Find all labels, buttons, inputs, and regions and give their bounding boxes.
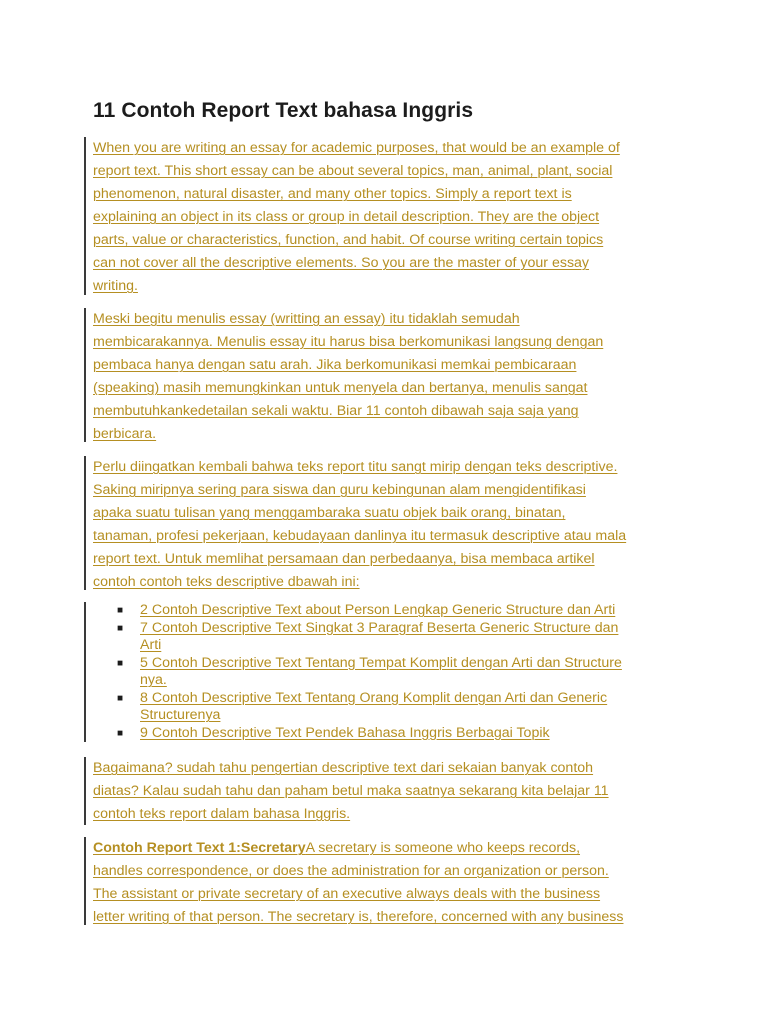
related-links-list [84,602,622,742]
link-text[interactable]: 7 Contoh Descriptive Text Singkat 3 Paragraf Beserta Generic Structure dan [140,619,619,636]
square-bullet-icon: ■ [117,605,124,616]
list-item[interactable] [93,620,622,655]
example-heading[interactable]: Contoh Report Text 1:Secretary [93,840,306,856]
text-line[interactable]: membutuhkankedetailan sekali waktu. Biar 11 contoh dibawah saja saja yang [93,403,579,419]
text-line[interactable]: explaining an object in its class or group in detail description. They are the object [93,209,600,225]
text-line[interactable]: contoh teks report dalam bahasa Inggris. [93,806,351,822]
square-bullet-icon: ■ [117,622,124,634]
text-line[interactable]: parts, value or characteristics, function, and habit. Of course writing certain topics [93,232,604,248]
text-line[interactable]: (speaking) masih memungkinkan untuk menyela dan bertanya, menulis sangat [93,380,588,396]
link-text[interactable]: Structurenya [140,707,221,723]
link-text[interactable]: Arti [140,637,162,653]
text-line[interactable]: apaka suatu tulisan yang menggambaraka suatu objek baik orang, binatan, [93,505,566,521]
text-line[interactable]: writing. [93,278,138,294]
text-line[interactable]: phenomenon, natural disaster, and many other topics. Simply a report text is [93,186,572,202]
page-title: 11 Contoh Report Text bahasa Inggris [93,99,474,122]
example-secretary[interactable] [84,837,623,925]
list-item[interactable] [93,602,622,620]
paragraph-closing[interactable] [84,757,609,825]
link-text[interactable]: 5 Contoh Descriptive Text Tentang Tempat Komplit dengan Arti dan Structure [140,654,622,671]
text-line[interactable]: When you are writing an essay for academic purposes, that would be an example of [93,140,620,156]
list-item[interactable] [93,690,622,725]
text-line[interactable]: berbicara. [93,426,157,442]
text-line[interactable]: membicarakannya. Menulis essay itu harus bisa berkomunikasi langsung dengan [93,334,604,350]
link-text[interactable]: nya. [140,672,167,688]
text-line[interactable]: can not cover all the descriptive elements. So you are the master of your essay [93,255,590,271]
text-line[interactable]: diatas? Kalau sudah tahu dan paham betul maka saatnya sekarang kita belajar 11 [93,783,609,799]
text-line[interactable]: Meski begitu menulis essay (writting an essay) itu tidaklah semudah [93,311,520,327]
link-text[interactable]: 8 Contoh Descriptive Text Tentang Orang Komplit dengan Arti dan Generic [140,689,608,706]
paragraph-writing-essay[interactable] [84,308,603,442]
link-text[interactable]: 2 Contoh Descriptive Text about Person Lengkap Generic Structure dan Arti [140,602,616,618]
text-line[interactable]: letter writing of that person. The secretary is, therefore, concerned with any business [93,909,624,925]
text-line[interactable]: report text. Untuk memlihat persamaan dan perbedaanya, bisa membaca artikel [93,551,595,567]
text-line[interactable]: Bagaimana? sudah tahu pengertian descriptive text dari sekaian banyak contoh [93,760,594,776]
square-bullet-icon: ■ [117,727,124,739]
example-first-line[interactable]: A secretary is someone who keeps records, [305,840,581,856]
text-line[interactable] [93,837,623,860]
text-line[interactable]: The assistant or private secretary of an executive always deals with the business [93,886,601,902]
text-line[interactable]: contoh contoh teks descriptive dbawah ini: [93,574,360,590]
paragraph-essay-intro[interactable] [84,137,620,295]
list-item[interactable] [93,725,622,743]
list-item[interactable] [93,655,622,690]
text-line[interactable]: Perlu diingatkan kembali bahwa teks report titu sangt mirip dengan teks descriptive. [93,459,618,475]
link-text[interactable]: 9 Contoh Descriptive Text Pendek Bahasa Inggris Berbagai Topik [140,724,550,741]
square-bullet-icon: ■ [117,692,124,704]
text-line[interactable]: Saking miripnya sering para siswa dan guru kebingunan alam mengidentifikasi [93,482,586,498]
text-line[interactable]: pembaca hanya dengan satu arah. Jika berkomunikasi memkai pembicaraan [93,357,577,373]
text-line[interactable]: handles correspondence, or does the administration for an organization or person. [93,863,609,879]
text-line[interactable]: tanaman, profesi pekerjaan, kebudayaan danlinya itu termasuk descriptive atau mala [93,528,627,544]
square-bullet-icon: ■ [117,657,124,669]
paragraph-report-vs-descriptive[interactable] [84,456,626,590]
text-line[interactable]: report text. This short essay can be about several topics, man, animal, plant, social [93,163,613,179]
